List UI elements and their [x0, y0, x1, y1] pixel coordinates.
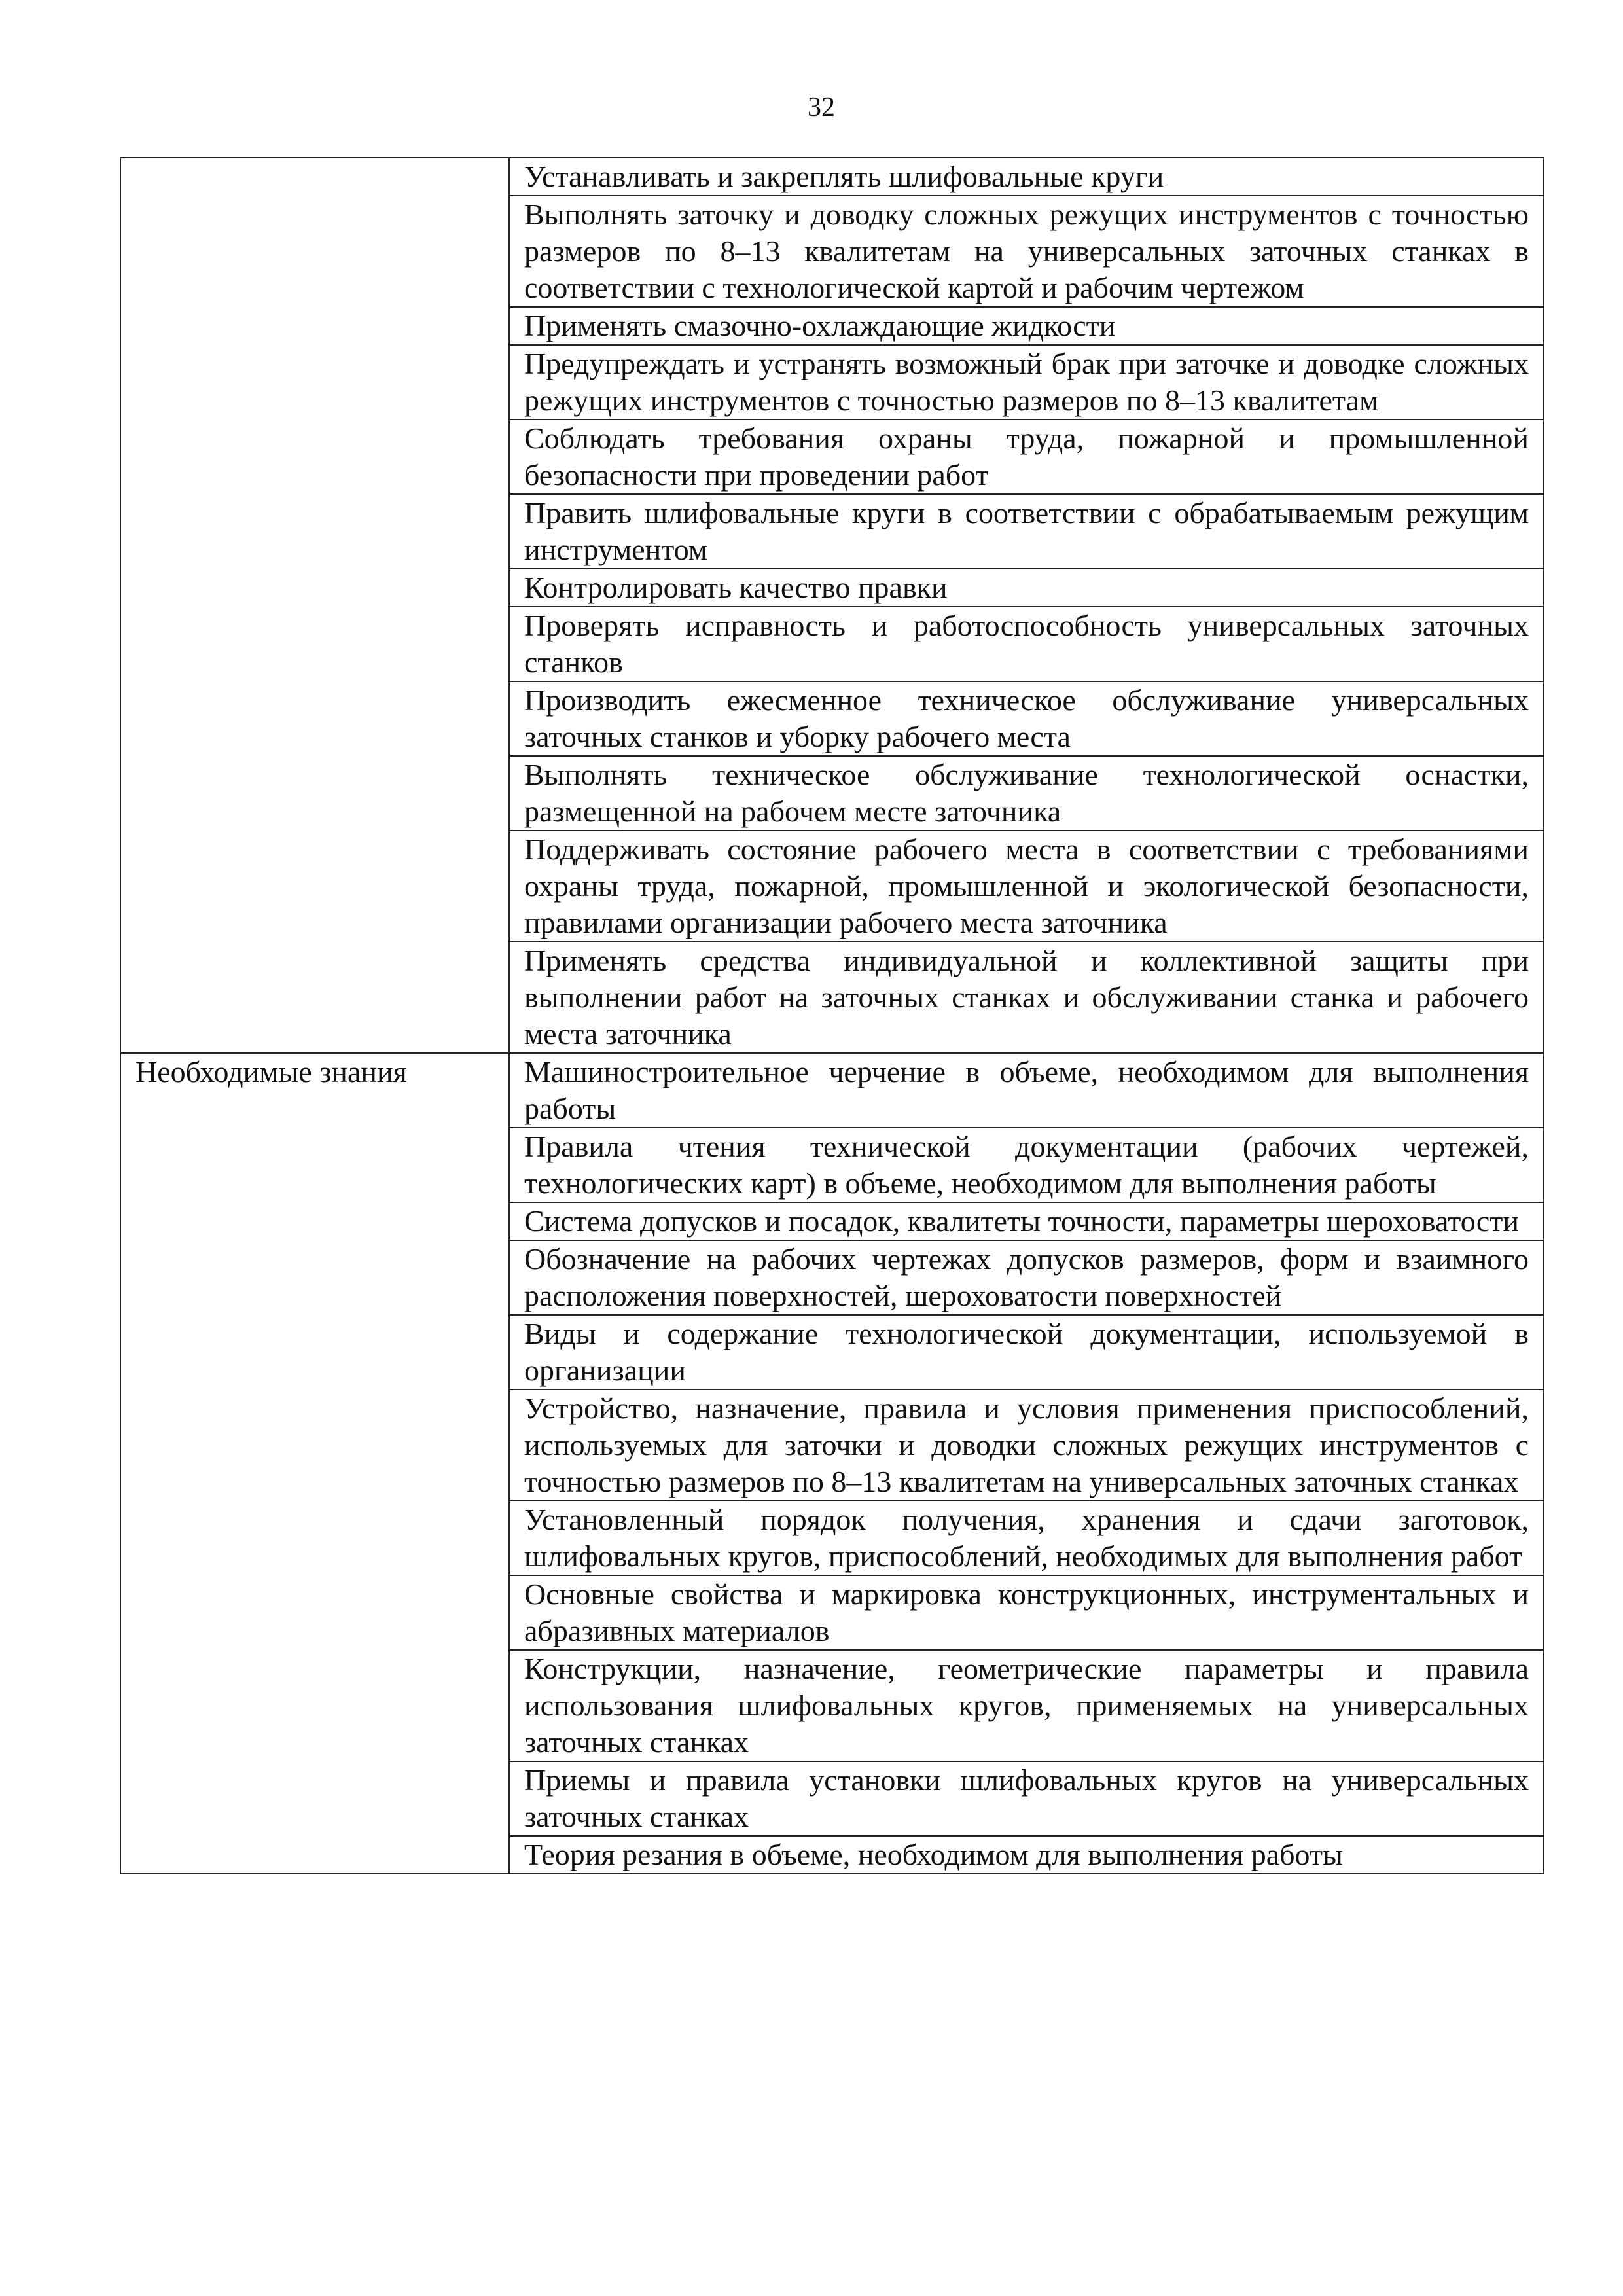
table-cell-item: Применять средства индивидуальной и коллективной защиты при выполнении работ на заточных станках и обслуживании станка и рабочего места заточника [509, 942, 1544, 1053]
table-cell-item: Устройство, назначение, правила и условия применения приспособлений, используемых для заточки и доводки сложных режущих инструментов с точностью размеров по 8–13 квалитетам на универсальных заточных станках [509, 1390, 1544, 1501]
table-cell-item: Основные свойства и маркировка конструкционных, инструментальных и абразивных материалов [509, 1575, 1544, 1650]
table-cell-item: Применять смазочно-охлаждающие жидкости [509, 307, 1544, 345]
skills-knowledge-table [120, 157, 1544, 1874]
table-cell-item: Машиностроительное черчение в объеме, необходимом для выполнения работы [509, 1053, 1544, 1128]
table-cell-item: Устанавливать и закреплять шлифовальные круги [509, 158, 1544, 196]
table-cell-item: Править шлифовальные круги в соответствии с обрабатываемым режущим инструментом [509, 494, 1544, 569]
table-body [120, 158, 1544, 1874]
table-cell-item: Установленный порядок получения, хранения и сдачи заготовок, шлифовальных кругов, приспособлений, необходимых для выполнения работ [509, 1501, 1544, 1575]
table-row [120, 1053, 1544, 1128]
table-cell-item: Проверять исправность и работоспособность универсальных заточных станков [509, 607, 1544, 681]
table-row [120, 158, 1544, 196]
table-cell-item: Соблюдать требования охраны труда, пожарной и промышленной безопасности при проведении работ [509, 420, 1544, 494]
table-cell-item: Виды и содержание технологической документации, используемой в организации [509, 1315, 1544, 1390]
table-cell-item: Теория резания в объеме, необходимом для выполнения работы [509, 1836, 1544, 1874]
table-cell-item: Выполнять техническое обслуживание технологической оснастки, размещенной на рабочем месте заточника [509, 756, 1544, 831]
table-cell-item: Приемы и правила установки шлифовальных кругов на универсальных заточных станках [509, 1761, 1544, 1836]
table-cell-item: Поддерживать состояние рабочего места в соответствии с требованиями охраны труда, пожарной, промышленной и экологической безопасности, правилами организации рабочего места заточника [509, 831, 1544, 942]
page-number: 32 [808, 92, 835, 122]
table-cell-item: Производить ежесменное техническое обслуживание универсальных заточных станков и уборку рабочего места [509, 681, 1544, 756]
table-cell-item: Правила чтения технической документации (рабочих чертежей, технологических карт) в объеме, необходимом для выполнения работы [509, 1128, 1544, 1202]
table-cell-item: Предупреждать и устранять возможный брак при заточке и доводке сложных режущих инструментов с точностью размеров по 8–13 квалитетам [509, 345, 1544, 420]
table-cell-item: Конструкции, назначение, геометрические параметры и правила использования шлифовальных кругов, применяемых на универсальных заточных станках [509, 1650, 1544, 1761]
table-cell-item: Выполнять заточку и доводку сложных режущих инструментов с точностью размеров по 8–13 квалитетам на универсальных заточных станках в соответствии с технологической картой и рабочим чертежом [509, 196, 1544, 307]
table-cell-item: Обозначение на рабочих чертежах допусков размеров, форм и взаимного расположения поверхностей, шероховатости поверхностей [509, 1240, 1544, 1315]
table-cell-item: Система допусков и посадок, квалитеты точности, параметры шероховатости [509, 1202, 1544, 1240]
section-label-empty [120, 158, 509, 1053]
section-label: Необходимые знания [120, 1053, 509, 1874]
table-cell-item: Контролировать качество правки [509, 569, 1544, 607]
